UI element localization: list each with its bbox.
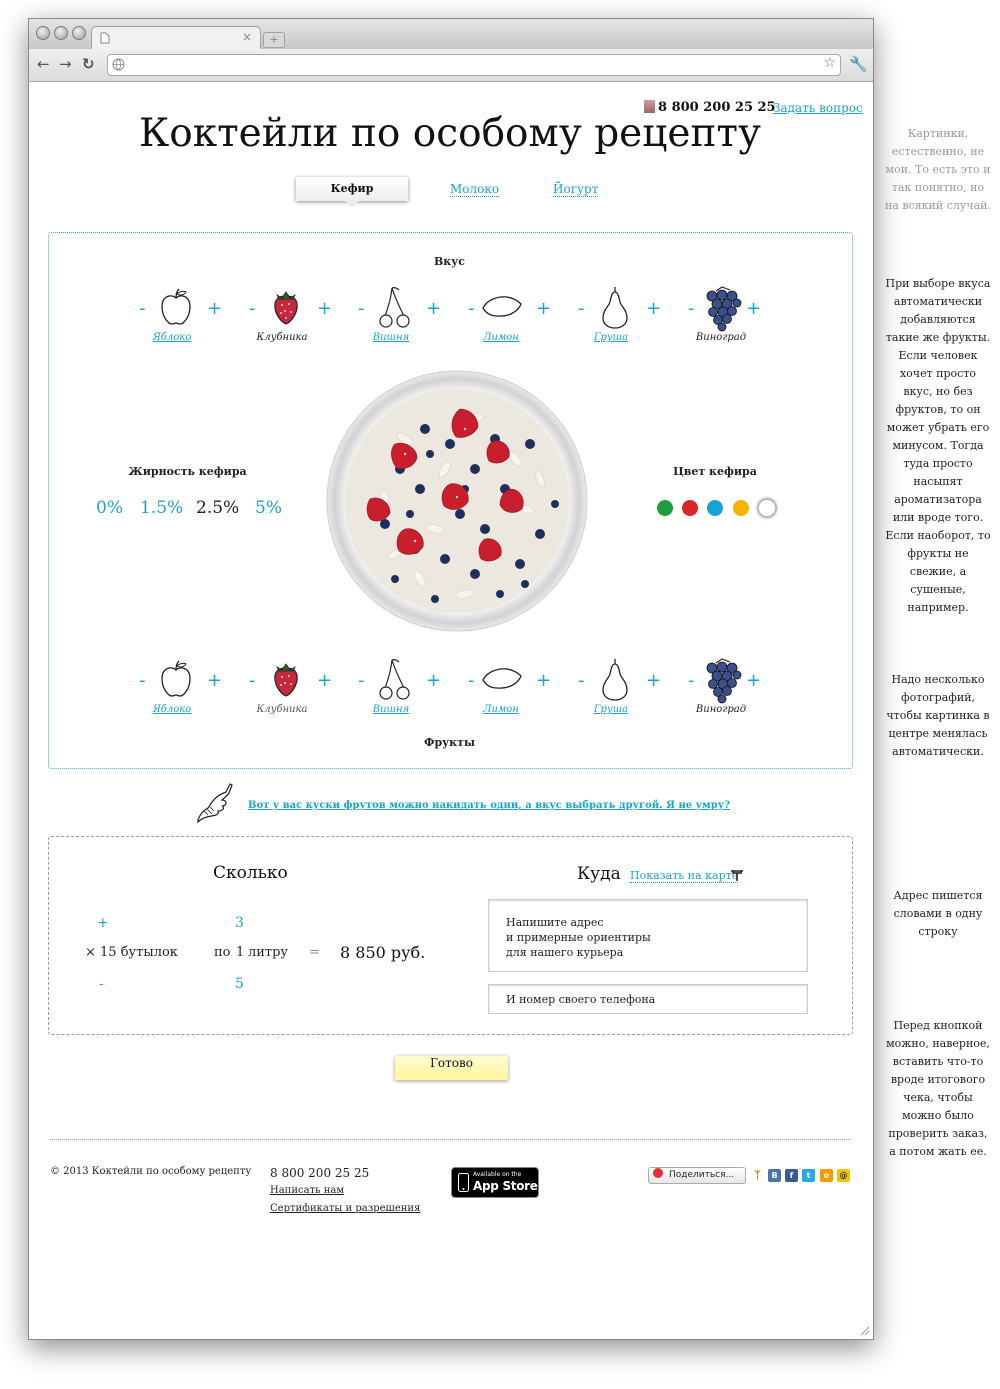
taste-pear <box>576 286 686 346</box>
header-phone: 8 800 200 25 25 <box>644 100 776 115</box>
total-price: 8 850 руб. <box>340 943 426 962</box>
hint-link[interactable]: Вот у вас куски фрутов можно накидать одни, а вкус выбрать другой. Я не умру? <box>248 800 730 811</box>
app-store-badge[interactable] <box>451 1167 539 1198</box>
taste-minus-button[interactable]: - <box>358 298 365 319</box>
taste-minus-button[interactable]: - <box>578 298 585 319</box>
appstore-big-text: App Store <box>473 1179 538 1193</box>
fruit-label[interactable]: Вишня <box>372 704 410 715</box>
fruit-minus-button[interactable]: - <box>139 670 146 691</box>
fat-option-3[interactable]: 5% <box>255 498 282 518</box>
page-title: Коктейли по особому рецепту <box>139 111 761 156</box>
copyright: © 2013 Коктейли по особому рецепту <box>50 1166 252 1177</box>
fat-option-1[interactable]: 1.5% <box>140 498 184 518</box>
taste-label[interactable]: Вишня <box>372 332 410 343</box>
taste-apple <box>137 286 247 346</box>
fat-option-2-selected[interactable]: 2.5% <box>196 498 240 518</box>
lemon-icon[interactable] <box>480 286 526 328</box>
taste-plus-button[interactable]: + <box>317 298 333 319</box>
bottles-minus-button[interactable]: - <box>99 976 104 992</box>
color-title: Цвет кефира <box>673 465 757 478</box>
taste-label[interactable]: Клубника <box>256 332 308 343</box>
taste-cherry <box>356 286 466 346</box>
show-map-link[interactable]: Показать на карте <box>630 869 739 882</box>
mail-ru-icon[interactable]: @ <box>837 1169 850 1182</box>
taste-label[interactable]: Груша <box>593 332 629 343</box>
grapes-icon[interactable] <box>704 286 744 332</box>
taste-title: Вкус <box>434 255 465 268</box>
address-input[interactable] <box>488 899 808 972</box>
maximize-window-button[interactable] <box>72 26 86 40</box>
fruit-minus-button[interactable]: - <box>578 670 585 691</box>
liters-label: литру <box>248 945 289 960</box>
phone-input[interactable] <box>488 984 808 1014</box>
toolbar <box>29 49 873 82</box>
grapes-icon[interactable] <box>704 658 744 704</box>
tab-milk[interactable]: Молоко <box>450 182 500 196</box>
share-button[interactable]: Поделиться... <box>648 1167 746 1184</box>
tab-close-icon[interactable]: × <box>241 30 252 44</box>
fruits-title: Фрукты <box>424 736 475 749</box>
note-address: Адрес пишется словами в одну строку <box>893 889 983 938</box>
fat-option-0[interactable]: 0% <box>96 498 123 518</box>
address-bar[interactable] <box>107 54 841 76</box>
phone-placeholder: И номер своего телефона <box>506 993 656 1006</box>
bottles-count: × 15 бутылок <box>85 945 178 960</box>
strawberry-icon[interactable] <box>269 286 303 328</box>
fruit-apple <box>137 658 247 718</box>
back-icon[interactable]: ← <box>37 55 50 73</box>
facebook-icon[interactable]: f <box>785 1169 798 1182</box>
cocktail-photo <box>325 369 589 633</box>
fruit-lemon <box>466 658 576 718</box>
pear-icon[interactable] <box>598 286 632 330</box>
strawberry-icon[interactable] <box>269 658 303 700</box>
cherry-icon[interactable] <box>378 286 412 330</box>
color-swatch-green[interactable] <box>657 500 673 516</box>
fruit-plus-button[interactable]: + <box>207 670 223 691</box>
where-title: Куда <box>577 864 621 884</box>
fruit-pear <box>576 658 686 718</box>
taste-grapes <box>686 286 796 346</box>
ask-question-link[interactable]: Задать вопрос <box>773 101 863 115</box>
taste-minus-button[interactable]: - <box>468 298 475 319</box>
taste-label[interactable]: Виноград <box>695 332 747 343</box>
fruit-cherry <box>356 658 466 718</box>
fruit-minus-button[interactable]: - <box>688 670 695 691</box>
taste-label[interactable]: Лимон <box>483 332 519 343</box>
footer-phone: 8 800 200 25 25 <box>270 1166 370 1180</box>
note-images: Картинки, естественно, не мои. То есть это и так понятно, но на всякий случай. <box>885 127 991 212</box>
title-bar <box>29 19 873 49</box>
fruit-label[interactable]: Груша <box>593 704 629 715</box>
fruit-label[interactable]: Клубника <box>256 704 308 715</box>
liters-down-option[interactable]: 5 <box>235 976 244 992</box>
reload-icon[interactable]: ↻ <box>82 55 95 73</box>
iphone-icon <box>458 1173 469 1192</box>
twitter-icon[interactable]: t <box>802 1169 815 1182</box>
minimize-window-button[interactable] <box>54 26 68 40</box>
new-tab-button[interactable]: + <box>263 32 285 48</box>
fruit-plus-button[interactable]: + <box>746 670 762 691</box>
how-many-title: Сколько <box>213 863 288 883</box>
apple-icon[interactable] <box>159 658 193 700</box>
per-label: по <box>214 945 231 960</box>
pointing-hand-icon <box>192 780 234 824</box>
close-window-button[interactable] <box>36 26 50 40</box>
page-icon <box>100 32 110 44</box>
fruit-label[interactable]: Яблоко <box>152 704 192 715</box>
bottles-plus-button[interactable]: + <box>97 915 109 931</box>
tab-yogurt[interactable]: Йогурт <box>553 182 599 196</box>
note-taste: При выборе вкуса автоматически добавляются такие же фрукты. Если человек хочет просто вкус, но без фруктов, то он может убрать его минусом. Тогда туда просто насыпят ароматизатора или вроде того. Если наоборот, то фрукты не свежие, а сушеные, например. <box>885 277 991 614</box>
odnoklassniki-icon[interactable]: o <box>820 1169 833 1182</box>
color-swatch-yellow[interactable] <box>733 500 749 516</box>
fruit-minus-button[interactable]: - <box>358 670 365 691</box>
footer-divider <box>50 1139 851 1140</box>
taste-minus-button[interactable]: - <box>688 298 695 319</box>
taste-label[interactable]: Яблоко <box>152 332 192 343</box>
fruit-label[interactable]: Виноград <box>695 704 747 715</box>
taste-plus-button[interactable]: + <box>746 298 762 319</box>
cherry-icon[interactable] <box>378 658 412 702</box>
resize-grip-icon[interactable] <box>860 1326 870 1336</box>
color-swatch-blue[interactable] <box>707 500 723 516</box>
liters-value: 1 <box>236 945 245 960</box>
fruit-minus-button[interactable]: - <box>468 670 475 691</box>
address-placeholder: Напишите адрес и примерные ориентиры для нашего курьера <box>506 916 651 959</box>
taste-minus-button[interactable]: - <box>139 298 146 319</box>
certificates-link[interactable]: Сертификаты и разрешения <box>270 1203 421 1214</box>
forward-icon[interactable]: → <box>59 55 72 73</box>
lemon-icon[interactable] <box>480 658 526 700</box>
browser-tab[interactable] <box>91 26 261 51</box>
write-us-link[interactable]: Написать нам <box>270 1185 345 1196</box>
appstore-small-text: Available on the <box>473 1171 522 1178</box>
fruit-plus-button[interactable]: + <box>317 670 333 691</box>
color-swatch-red[interactable] <box>682 500 698 516</box>
tab-kefir[interactable]: Кефир <box>296 177 408 201</box>
pear-icon[interactable] <box>598 658 632 702</box>
wrench-icon[interactable]: 🔧 <box>849 55 868 73</box>
taste-plus-button[interactable]: + <box>426 298 442 319</box>
done-button[interactable]: Готово <box>395 1056 508 1080</box>
fruit-minus-button[interactable]: - <box>249 670 256 691</box>
map-pin-icon <box>730 869 744 881</box>
fat-title: Жирность кефира <box>128 465 247 478</box>
taste-plus-button[interactable]: + <box>646 298 662 319</box>
fruit-plus-button[interactable]: + <box>536 670 552 691</box>
color-swatch-white-selected[interactable] <box>757 498 777 518</box>
liters-up-option[interactable]: 3 <box>235 915 244 931</box>
globe-icon <box>112 58 125 71</box>
taste-plus-button[interactable]: + <box>207 298 223 319</box>
fruit-grapes <box>686 658 796 718</box>
taste-lemon <box>466 286 576 346</box>
share-icon <box>653 1168 663 1178</box>
fruit-plus-button[interactable]: + <box>426 670 442 691</box>
taste-minus-button[interactable]: - <box>249 298 256 319</box>
fruit-plus-button[interactable]: + <box>646 670 662 691</box>
taste-plus-button[interactable]: + <box>536 298 552 319</box>
equals-sign: = <box>309 945 320 960</box>
apple-icon[interactable] <box>159 286 193 328</box>
livejournal-icon[interactable]: ᛉ <box>751 1169 764 1182</box>
fruit-label[interactable]: Лимон <box>483 704 519 715</box>
bookmark-star-icon[interactable]: ☆ <box>823 55 836 71</box>
note-photos: Надо несколько фотографий, чтобы картинка в центре менялась автоматически. <box>886 673 990 758</box>
vkontakte-icon[interactable]: B <box>768 1169 781 1182</box>
note-button: Перед кнопкой можно, наверное, вставить что-то вроде итогового чека, чтобы можно было проверить заказ, а потом жать ее. <box>886 1019 990 1158</box>
